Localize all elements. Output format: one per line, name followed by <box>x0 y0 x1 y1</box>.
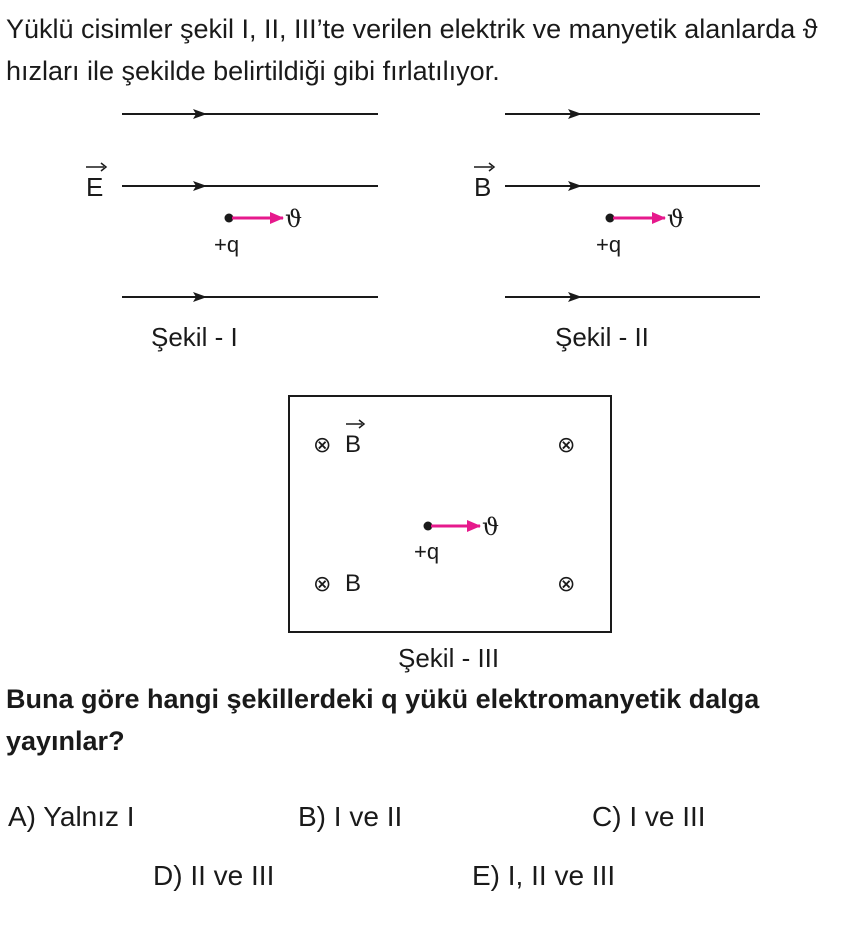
velocity-label: ϑ <box>482 513 500 541</box>
into-page-icon: ⊗ <box>557 572 576 597</box>
option-c[interactable] <box>592 800 706 834</box>
figures-diagram <box>0 100 867 680</box>
field-label-b-bottom: B <box>345 570 362 597</box>
charge-label: +q <box>414 539 440 564</box>
figure-caption: Şekil - II <box>555 322 649 352</box>
into-page-icon: ⊗ <box>313 433 332 458</box>
option-text: II ve III <box>190 860 275 891</box>
option-letter: C) <box>592 801 622 832</box>
option-letter: E) <box>472 860 500 891</box>
option-text: Yalnız I <box>43 801 135 832</box>
question-prompt: Buna göre hangi şekillerdeki q yükü elektromanyetik dalga yayınlar? <box>6 684 760 756</box>
figure-caption: Şekil - I <box>151 322 238 352</box>
figure-2 <box>474 114 760 352</box>
option-e[interactable] <box>472 859 615 893</box>
option-letter: D) <box>153 860 183 891</box>
field-label-b: B <box>474 172 492 202</box>
velocity-label: ϑ <box>667 205 685 233</box>
figure-3 <box>289 396 611 673</box>
option-text: I ve II <box>333 801 403 832</box>
charge-label: +q <box>596 232 622 257</box>
into-page-icon: ⊗ <box>313 572 332 597</box>
question-intro: Yüklü cisimler şekil I, II, III’te verilen elektrik ve manyetik alanlarda ϑ hızları ile şekilde belirtildiği gibi fırlatılıyor. <box>6 14 818 86</box>
option-letter: B) <box>298 801 326 832</box>
option-d[interactable] <box>153 859 274 893</box>
field-label-e: E <box>86 172 104 202</box>
velocity-label: ϑ <box>285 205 303 233</box>
option-text: I, II ve III <box>507 860 616 891</box>
figure-1 <box>86 114 378 352</box>
figure-caption: Şekil - III <box>398 643 500 673</box>
option-a[interactable] <box>8 800 135 834</box>
into-page-icon: ⊗ <box>557 433 576 458</box>
option-text: I ve III <box>629 801 706 832</box>
option-letter: A) <box>8 801 36 832</box>
charge-label: +q <box>214 232 240 257</box>
field-label-b-top: B <box>345 431 362 458</box>
option-b[interactable] <box>298 800 402 834</box>
